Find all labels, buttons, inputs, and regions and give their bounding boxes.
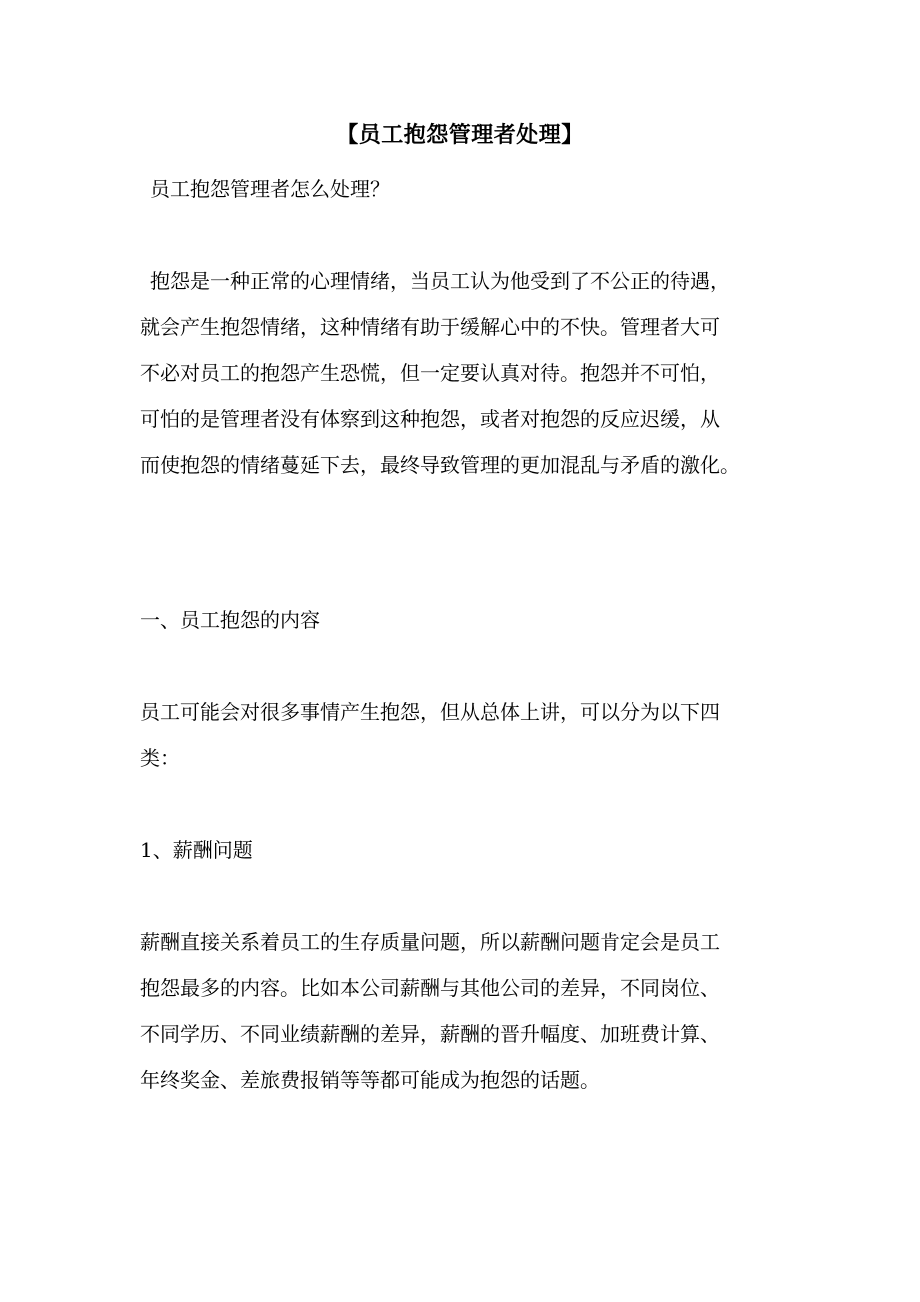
question-text: 员工抱怨管理者怎么处理？ (150, 177, 390, 201)
paragraph-line: 抱怨是一种正常的心理情绪，当员工认为他受到了不公正的待遇， (150, 269, 730, 293)
paragraph-line: 不必对员工的抱怨产生恐慌，但一定要认真对待。抱怨并不可怕， (140, 361, 720, 385)
paragraph-line: 不同学历、不同业绩薪酬的差异，薪酬的晋升幅度、加班费计算、 (140, 1022, 720, 1046)
paragraph-line: 员工可能会对很多事情产生抱怨，但从总体上讲，可以分为以下四 (140, 700, 720, 724)
paragraph-line: 而使抱怨的情绪蔓延下去，最终导致管理的更加混乱与矛盾的激化。 (140, 453, 740, 477)
paragraph-line: 就会产生抱怨情绪，这种情绪有助于缓解心中的不快。管理者大可 (140, 315, 720, 339)
paragraph-line: 抱怨最多的内容。比如本公司薪酬与其他公司的差异，不同岗位、 (140, 976, 720, 1000)
section-heading-text: 一、员工抱怨的内容 (140, 608, 320, 632)
question-paragraph (150, 166, 790, 212)
intro-paragraph (140, 258, 780, 488)
paragraph-line: 可怕的是管理者没有体察到这种抱怨，或者对抱怨的反应迟缓，从 (140, 407, 720, 431)
document-title: 【员工抱怨管理者处理】 (336, 122, 584, 148)
paragraph-line: 类： (140, 746, 180, 770)
overview-paragraph (140, 689, 780, 781)
paragraph-line: 薪酬直接关系着员工的生存质量问题，所以薪酬问题肯定会是员工 (140, 930, 720, 954)
subsection-heading-text: 1、薪酬问题 (140, 838, 253, 862)
paragraph-line: 年终奖金、差旅费报销等等都可能成为抱怨的话题。 (140, 1068, 600, 1092)
salary-paragraph (140, 919, 780, 1103)
subsection-heading (140, 827, 780, 873)
section-heading (140, 597, 780, 643)
